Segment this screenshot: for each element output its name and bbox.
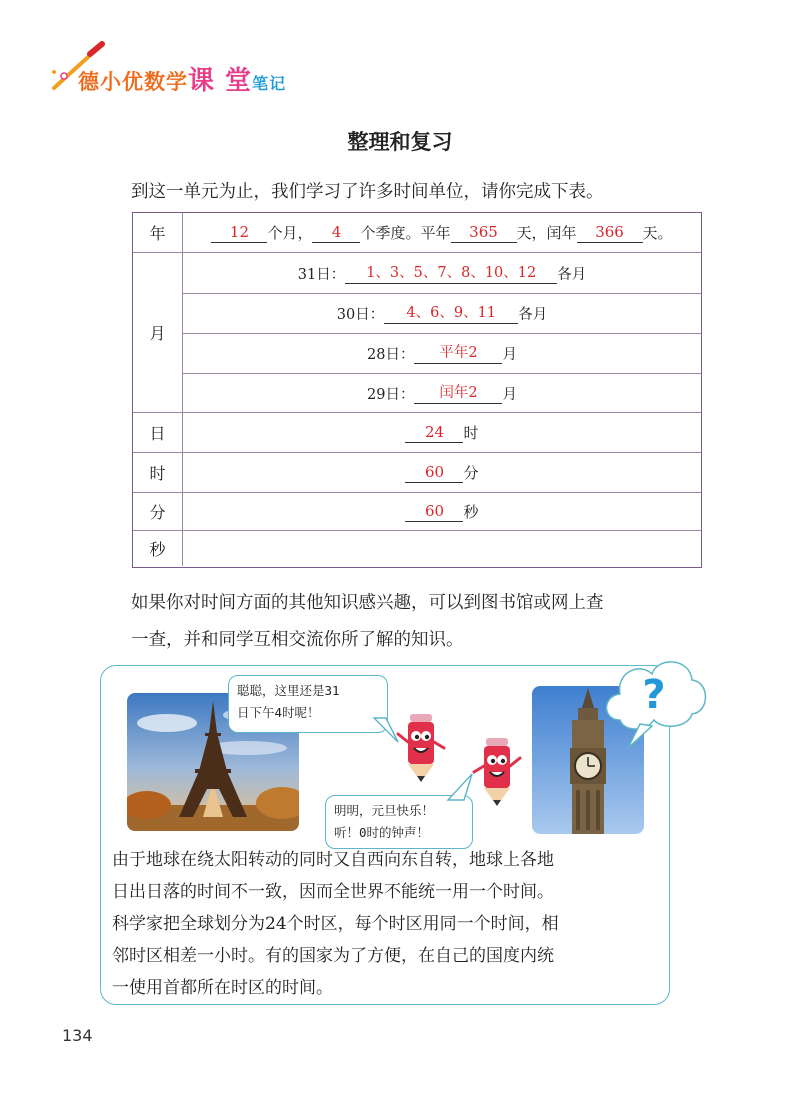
bubble2-line1: 明明，元旦快乐！ — [334, 803, 435, 818]
suffix-minute-seconds: 秒 — [463, 503, 479, 521]
answer-hour-minutes: 60 — [405, 462, 463, 483]
row-label-second: 秒 — [133, 531, 183, 566]
explanation-line-2: 日出日落的时间不一致，因而全世界不能统一用一个时间。 — [112, 882, 554, 902]
answer-day-hours: 24 — [405, 422, 463, 443]
explanation-line-4: 邻时区相差一小时。有的国家为了方便，在自己的国度内统 — [112, 946, 554, 966]
table-row-month — [133, 252, 701, 412]
table-row-year — [133, 213, 701, 252]
month-subrow-30 — [183, 293, 701, 333]
page-title: 整理和复习 — [347, 130, 453, 154]
question-cloud — [600, 650, 708, 754]
hour-content — [183, 453, 701, 492]
row-label-day: 日 — [133, 413, 183, 452]
answer-seasons: 4 — [312, 222, 360, 243]
question-mark-icon: ? — [642, 672, 666, 718]
text-days-suffix: 天。 — [642, 224, 673, 242]
logo-part2: 课 堂 — [188, 66, 253, 96]
month-subrow-31 — [183, 253, 701, 293]
row-label-hour: 时 — [133, 453, 183, 492]
explanation-line-5: 一使用首都所在时区的时间。 — [112, 978, 333, 998]
suffix-30-days: 各月 — [518, 307, 548, 323]
day-content — [183, 413, 701, 452]
label-29-days: 29日： — [367, 387, 415, 403]
suffix-31-days: 各月 — [557, 266, 587, 283]
logo-text — [78, 60, 286, 97]
extension-paragraph — [131, 585, 731, 659]
suffix-28-days: 月 — [502, 347, 517, 363]
minute-content — [183, 493, 701, 530]
bubble1-line1: 聪聪，这里还是31 — [237, 683, 340, 698]
row-label-month: 月 — [133, 253, 183, 412]
suffix-hour-minutes: 分 — [463, 464, 479, 482]
table-row-hour — [133, 452, 701, 492]
table-row-day — [133, 412, 701, 452]
month-subrow-28 — [183, 333, 701, 373]
second-content — [183, 531, 701, 566]
table-row-minute — [133, 492, 701, 530]
label-30-days: 30日： — [336, 307, 385, 323]
answer-30-days: 4、6、9、11 — [384, 303, 518, 324]
suffix-29-days: 月 — [502, 387, 517, 403]
label-31-days: 31日： — [297, 266, 346, 283]
answer-31-days: 1、3、5、7、8、10、12 — [345, 263, 557, 284]
paragraph-line-2: 一查，并和同学互相交流你所了解的知识。 — [131, 630, 464, 650]
suffix-day-hours: 时 — [463, 424, 479, 442]
text-seasons-suffix: 个季度。平年 — [360, 224, 451, 242]
time-units-table — [132, 212, 702, 568]
pencil-character-icon — [472, 736, 522, 808]
answer-common-days: 365 — [451, 222, 517, 243]
row-label-year: 年 — [133, 213, 183, 252]
answer-29-days: 闰年2 — [414, 383, 502, 404]
speech-bubble-1 — [228, 675, 388, 733]
bubble1-line2: 日下午4时呢！ — [237, 705, 320, 720]
table-row-second — [133, 530, 701, 566]
time-zone-explanation — [112, 844, 662, 1004]
month-subrow-29 — [183, 373, 701, 413]
paragraph-line-1: 如果你对时间方面的其他知识感兴趣，可以到图书馆或网上查 — [131, 593, 604, 613]
answer-months: 12 — [211, 222, 267, 243]
text-leap-prefix: 天，闰年 — [516, 224, 577, 242]
label-28-days: 28日： — [367, 347, 415, 363]
bubble2-line2: 听！0时的钟声！ — [334, 825, 430, 840]
year-content — [183, 213, 701, 252]
answer-minute-seconds: 60 — [405, 501, 463, 522]
speech-bubble-2 — [325, 795, 473, 849]
logo-part3: 笔记 — [252, 74, 287, 93]
page-number: 134 — [62, 1026, 93, 1045]
answer-leap-days: 366 — [577, 222, 643, 243]
explanation-line-1: 由于地球在绕太阳转动的同时又自西向东自转，地球上各地 — [112, 850, 554, 870]
answer-28-days: 平年2 — [414, 343, 502, 364]
logo-part1: 德小优数学 — [78, 70, 188, 94]
intro-text: 到这一单元为止，我们学习了许多时间单位，请你完成下表。 — [131, 182, 604, 202]
text-months-suffix: 个月， — [267, 224, 313, 242]
header-logo — [48, 40, 308, 96]
pencil-character-icon — [396, 712, 446, 784]
row-label-minute: 分 — [133, 493, 183, 530]
explanation-line-3: 科学家把全球划分为24个时区，每个时区用同一个时间，相 — [112, 914, 559, 934]
